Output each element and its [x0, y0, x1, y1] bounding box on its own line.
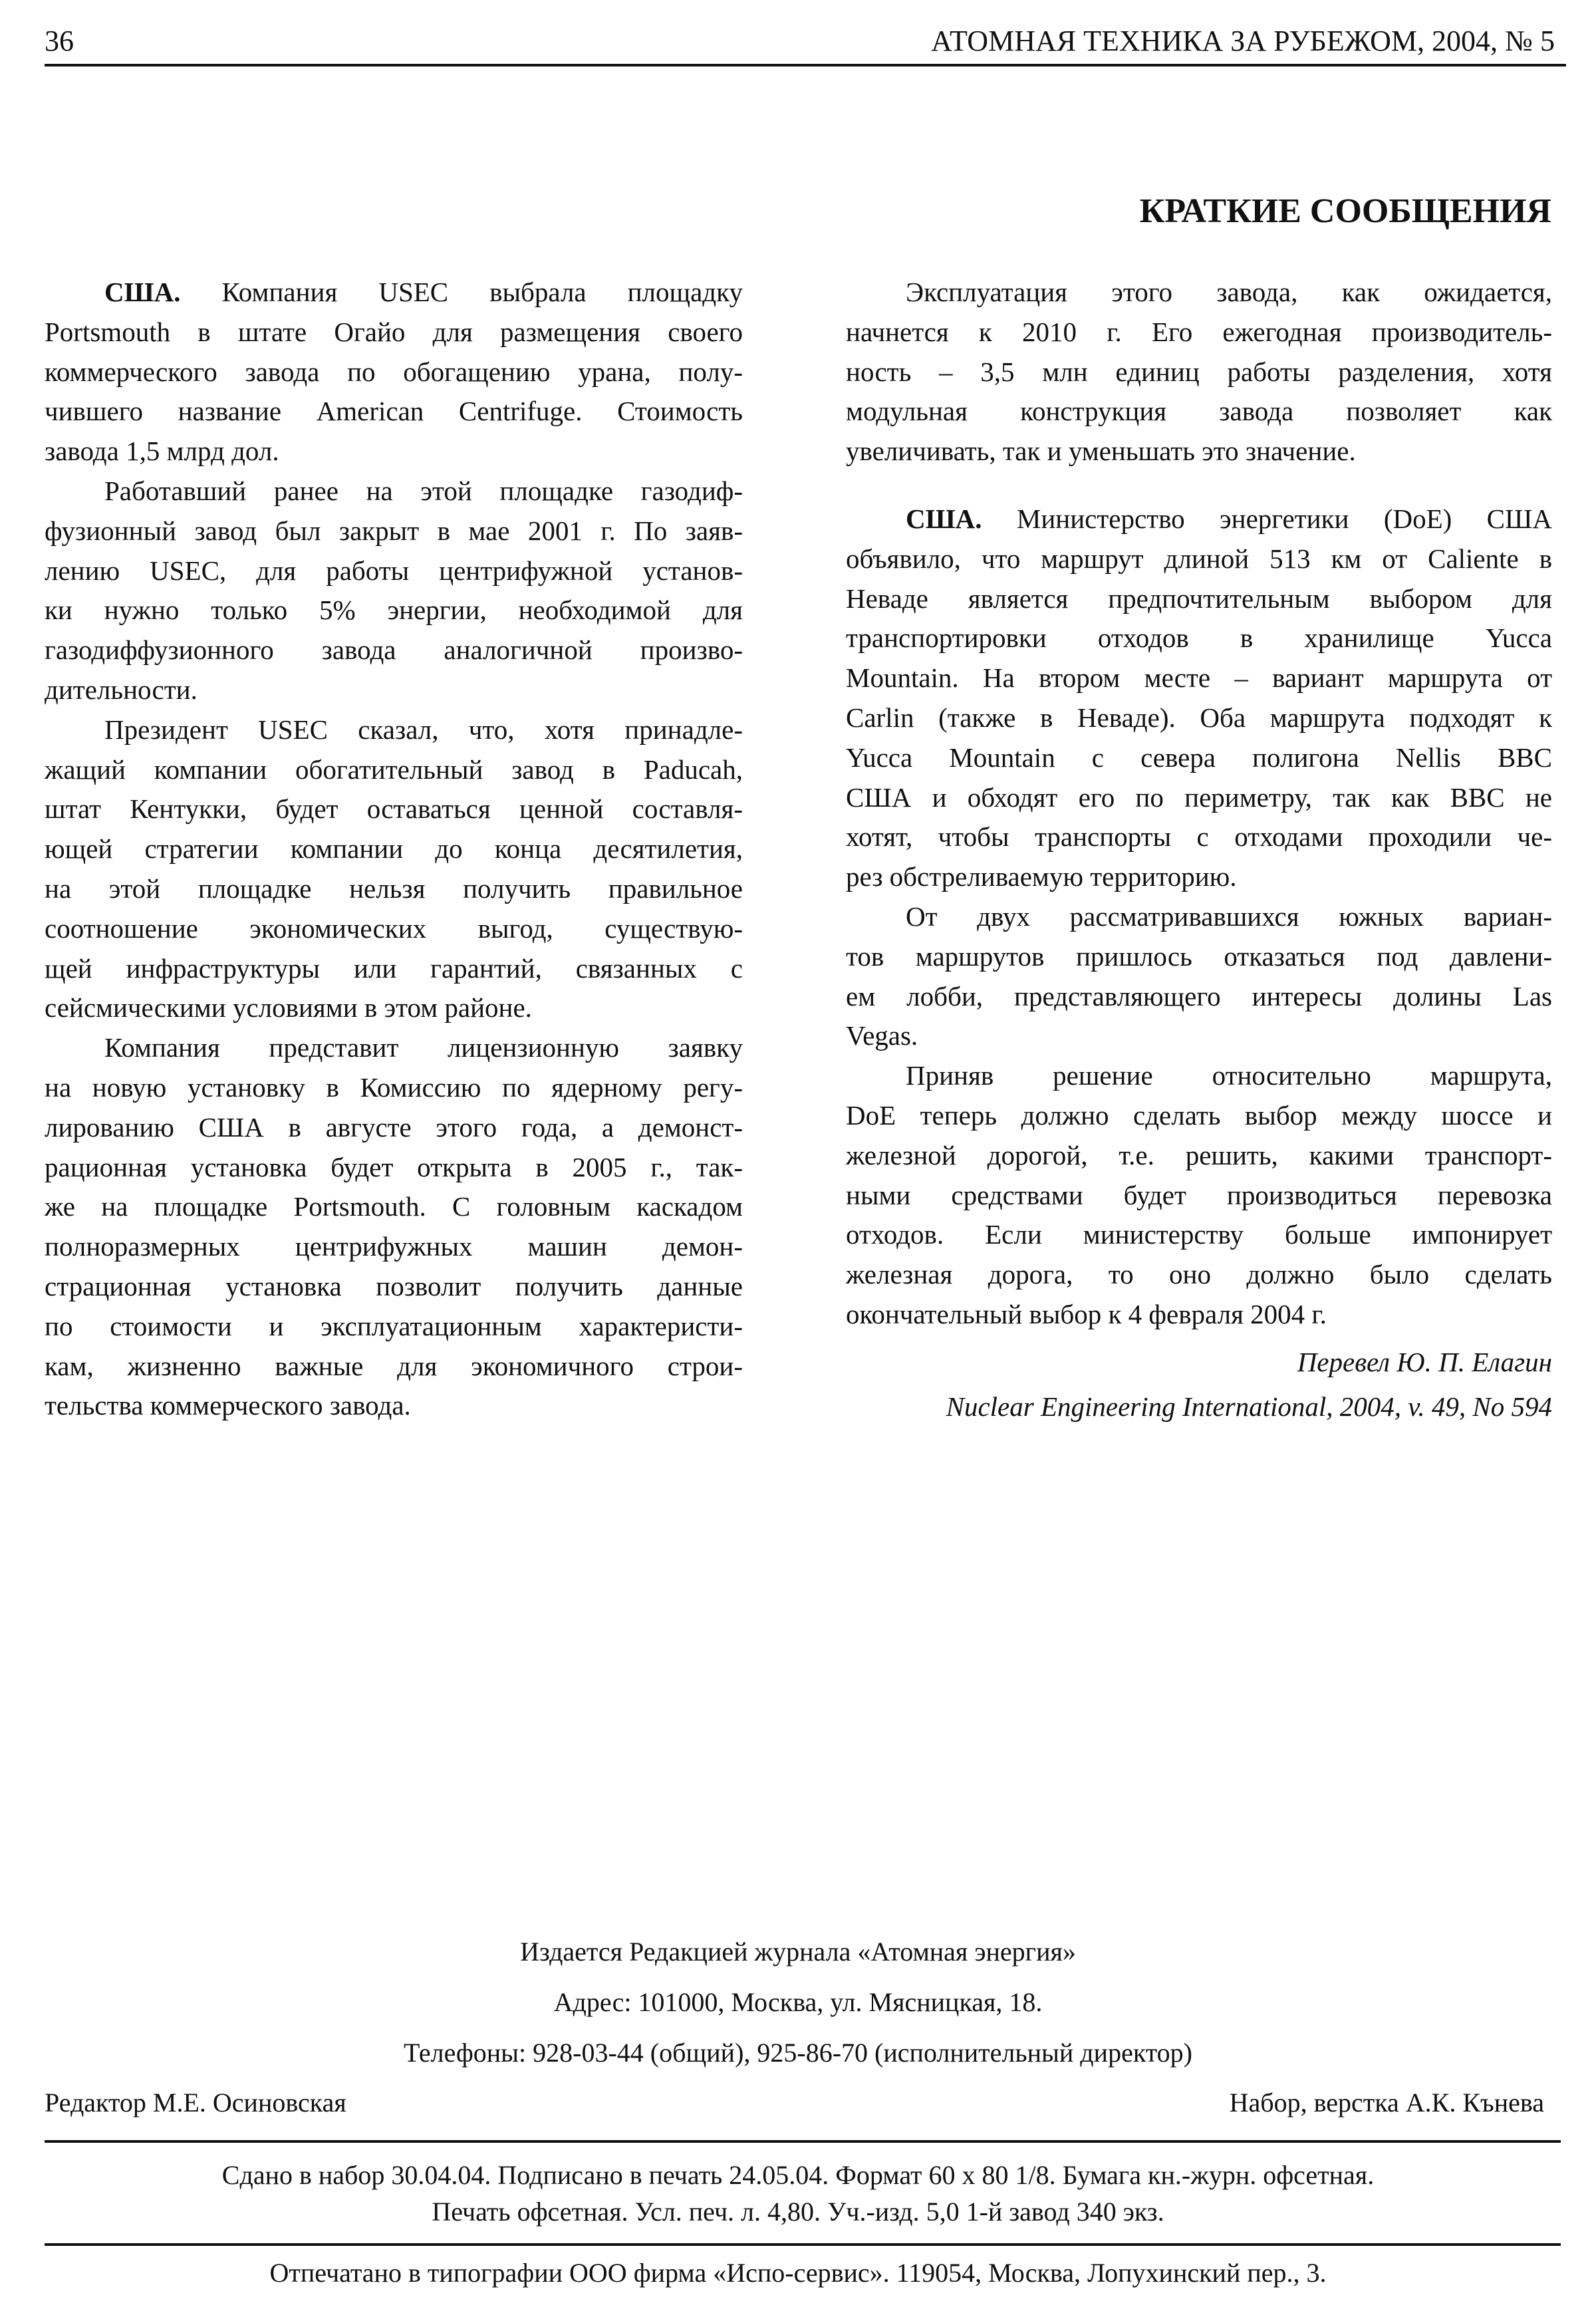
footer-divider: [45, 2140, 1561, 2143]
line-text: ность – 3,5 млн единиц работы разделения, хотя: [846, 356, 1552, 387]
line-text: рационная установка будет открыта в 2005 г., так-: [45, 1151, 743, 1182]
text-line: [846, 817, 1552, 857]
line-text: по стоимости и эксплуатационным характеристи-: [45, 1310, 743, 1341]
footer-divider: [45, 2243, 1561, 2246]
line-text: страционная установка позволит получить данные: [45, 1270, 743, 1301]
line-text: рез обстреливаемую территорию.: [846, 861, 1237, 892]
text-line: [45, 1307, 743, 1347]
line-text: отходов. Если министерству больше импонирует: [846, 1219, 1552, 1250]
text-line: [45, 1347, 743, 1387]
footer-printer: Отпечатано в типографии ООО фирма «Испо-сервис». 119054, Москва, Лопухинский пер., 3.: [269, 2258, 1327, 2288]
section-title: КРАТКИЕ СООБЩЕНИЯ: [1139, 192, 1551, 230]
text-line: [846, 618, 1552, 658]
text-line: [846, 977, 1552, 1017]
line-text: Приняв решение относительно маршрута,: [906, 1060, 1552, 1091]
text-line: [45, 432, 743, 472]
paragraph: [846, 499, 1552, 897]
text-line: [45, 1267, 743, 1307]
line-text: начнется к 2010 г. Его ежегодная производитель-: [846, 316, 1552, 347]
line-text: Министерство энергетики (DoE) США: [982, 503, 1552, 534]
text-line: [846, 1016, 1552, 1056]
line-text: щей инфраструктуры или гарантий, связанных с: [45, 952, 743, 984]
line-text: сейсмическими условиями в этом районе.: [45, 992, 532, 1024]
text-line: [846, 432, 1552, 472]
paragraph: [45, 273, 743, 472]
text-line: [846, 1215, 1552, 1255]
text-line: [45, 750, 743, 790]
text-line: [45, 988, 743, 1028]
footer-editor: Редактор М.Е. Осиновская: [45, 2088, 346, 2118]
text-line: [846, 539, 1552, 579]
text-line: [45, 949, 743, 989]
line-text: газодиффузионного завода аналогичной произво-: [45, 634, 743, 666]
text-line: [846, 857, 1552, 897]
text-line: [45, 789, 743, 829]
line-text: Эксплуатация этого завода, как ожидается,: [906, 277, 1552, 307]
line-text: Президент USEC сказал, что, хотя принадле-: [104, 714, 743, 745]
text-line: [846, 392, 1552, 432]
line-text: железная дорога, то оно должно было сделать: [846, 1259, 1552, 1290]
text-line: [45, 1148, 743, 1188]
line-text: тельства коммерческого завода.: [45, 1390, 411, 1421]
text-line: [45, 670, 743, 710]
right-column: [846, 273, 1552, 1429]
text-line: [45, 313, 743, 352]
footer-phones: Телефоны: 928-03-44 (общий), 925-86-70 (исполнительный директор): [403, 2038, 1192, 2068]
text-line: [846, 273, 1552, 313]
line-text: транспортировки отходов в хранилище Yucca: [846, 622, 1552, 654]
footer-typesetting: Набор, верстка А.К. Кънева: [1229, 2088, 1544, 2118]
text-line: [45, 1227, 743, 1267]
line-text: на новую установку в Комиссию по ядерному регу-: [45, 1071, 743, 1103]
line-text: чившего название American Centrifuge. Стоимость: [45, 396, 743, 427]
text-line: [45, 551, 743, 591]
page-number: 36: [45, 25, 74, 57]
line-text: объявило, что маршрут длиной 513 км от Caliente в: [846, 543, 1552, 574]
text-line: [846, 579, 1552, 619]
country-lead: США.: [906, 503, 982, 534]
paragraph: [45, 710, 743, 1028]
text-line: [846, 1176, 1552, 1216]
country-lead: США.: [104, 277, 181, 307]
line-text: соотношение экономических выгод, существую-: [45, 912, 743, 944]
line-text: коммерческого завода по обогащению урана, полу-: [45, 356, 743, 387]
line-text: Работавший ранее на этой площадке газодиф-: [104, 475, 743, 506]
line-text: тов маршрутов пришлось отказаться под давлени-: [846, 940, 1552, 972]
footer-address: Адрес: 101000, Москва, ул. Мясницкая, 18.: [553, 1987, 1043, 2017]
line-text: Неваде является предпочтительным выбором для: [846, 583, 1552, 614]
footer-publisher: Издается Редакцией журнала «Атомная энергия»: [520, 1937, 1076, 1967]
text-line: [45, 392, 743, 432]
text-line: [45, 1108, 743, 1148]
text-line: [846, 1255, 1552, 1295]
text-line: [846, 738, 1552, 778]
text-line: [45, 710, 743, 750]
line-text: железной дорогой, т.е. решить, какими транспорт-: [846, 1139, 1552, 1170]
paragraph: [846, 897, 1552, 1056]
text-line: [45, 1187, 743, 1227]
credits: [846, 1340, 1552, 1429]
line-text: ющей стратегии компании до конца десятилетия,: [45, 833, 743, 865]
journal-title: АТОМНАЯ ТЕХНИКА ЗА РУБЕЖОМ, 2004, № 5: [931, 25, 1555, 57]
text-line: [45, 829, 743, 869]
paragraph: [45, 472, 743, 710]
text-line: [45, 630, 743, 670]
line-text: завода 1,5 млрд дол.: [45, 436, 279, 467]
paragraph: [846, 273, 1552, 472]
text-line: [846, 937, 1552, 977]
text-line: [45, 909, 743, 949]
text-line: [45, 472, 743, 511]
line-text: дительности.: [45, 674, 198, 705]
line-text: США и обходят его по периметру, так как ВВС не: [846, 781, 1552, 813]
line-text: хотят, чтобы транспорты с отходами проходили че-: [846, 821, 1552, 853]
line-text: модульная конструкция завода позволяет как: [846, 396, 1552, 427]
line-text: лению USEC, для работы центрифужной установ-: [45, 555, 743, 586]
text-line: [846, 658, 1552, 698]
line-text: фузионный завод был закрыт в мае 2001 г. По заяв-: [45, 515, 743, 546]
text-line: [45, 352, 743, 392]
credit-translator: Перевел Ю. П. Елагин: [1297, 1346, 1552, 1377]
text-line: [45, 511, 743, 551]
line-text: Компания представит лицензионную заявку: [104, 1032, 743, 1063]
line-text: на этой площадке нельзя получить правильное: [45, 873, 743, 904]
line-text: жащий компании обогатительный завод в Paducah,: [45, 753, 743, 785]
header-divider: [45, 64, 1566, 67]
text-line: [45, 1028, 743, 1068]
text-line: [45, 1068, 743, 1108]
text-line: [846, 1056, 1552, 1096]
text-line: [846, 1096, 1552, 1136]
left-column: [45, 273, 743, 1426]
text-line: [846, 1295, 1552, 1335]
text-line: [846, 778, 1552, 818]
line-text: окончательный выбор к 4 февраля 2004 г.: [846, 1298, 1327, 1329]
text-line: [45, 869, 743, 909]
paragraph: [45, 1028, 743, 1426]
text-line: [846, 897, 1552, 937]
footer-print-info-1: Сдано в набор 30.04.04. Подписано в печать 24.05.04. Формат 60 х 80 1/8. Бумага кн.-журн. офсетная.: [221, 2160, 1375, 2190]
paragraph: [846, 1056, 1552, 1335]
text-line: [846, 352, 1552, 392]
line-text: ем лобби, представляющего интересы долины Las: [846, 980, 1552, 1012]
text-line: [846, 698, 1552, 738]
text-line: [45, 591, 743, 630]
line-text: же на площадке Portsmouth. С головным каскадом: [45, 1191, 743, 1222]
line-text: ки нужно только 5% энергии, необходимой для: [45, 595, 743, 626]
line-text: увеличивать, так и уменьшать это значение.: [846, 436, 1356, 467]
line-text: штат Кентукки, будет оставаться ценной составля-: [45, 793, 743, 825]
line-text: Carlin (также в Неваде). Оба маршрута подходят к: [846, 702, 1552, 733]
line-text: Portsmouth в штате Огайо для размещения своего: [45, 316, 743, 347]
footer-print-info-2: Печать офсетная. Усл. печ. л. 4,80. Уч.-изд. 5,0 1-й завод 340 экз.: [432, 2197, 1164, 2227]
line-text: кам, жизненно важные для экономичного строи-: [45, 1350, 743, 1381]
line-text: полноразмерных центрифужных машин демон-: [45, 1231, 743, 1262]
text-line: [45, 1386, 743, 1426]
line-text: Компания USEC выбрала площадку: [180, 277, 743, 307]
line-text: От двух рассматривавшихся южных вариан-: [906, 900, 1552, 932]
line-text: Vegas.: [846, 1020, 918, 1051]
line-text: Yucca Mountain с севера полигона Nellis ВВС: [846, 742, 1552, 773]
text-line: [846, 1136, 1552, 1176]
text-line: [45, 273, 743, 313]
text-line: [846, 499, 1552, 539]
line-text: Mountain. На втором месте – вариант маршрута от: [846, 662, 1552, 694]
text-line: [846, 313, 1552, 352]
line-text: лированию США в августе этого года, а демонст-: [45, 1111, 743, 1143]
credit-source: Nuclear Engineering International, 2004, v. 49, No 594: [946, 1391, 1552, 1422]
line-text: ными средствами будет производиться перевозка: [846, 1179, 1552, 1210]
line-text: DoE теперь должно сделать выбор между шоссе и: [846, 1099, 1552, 1131]
